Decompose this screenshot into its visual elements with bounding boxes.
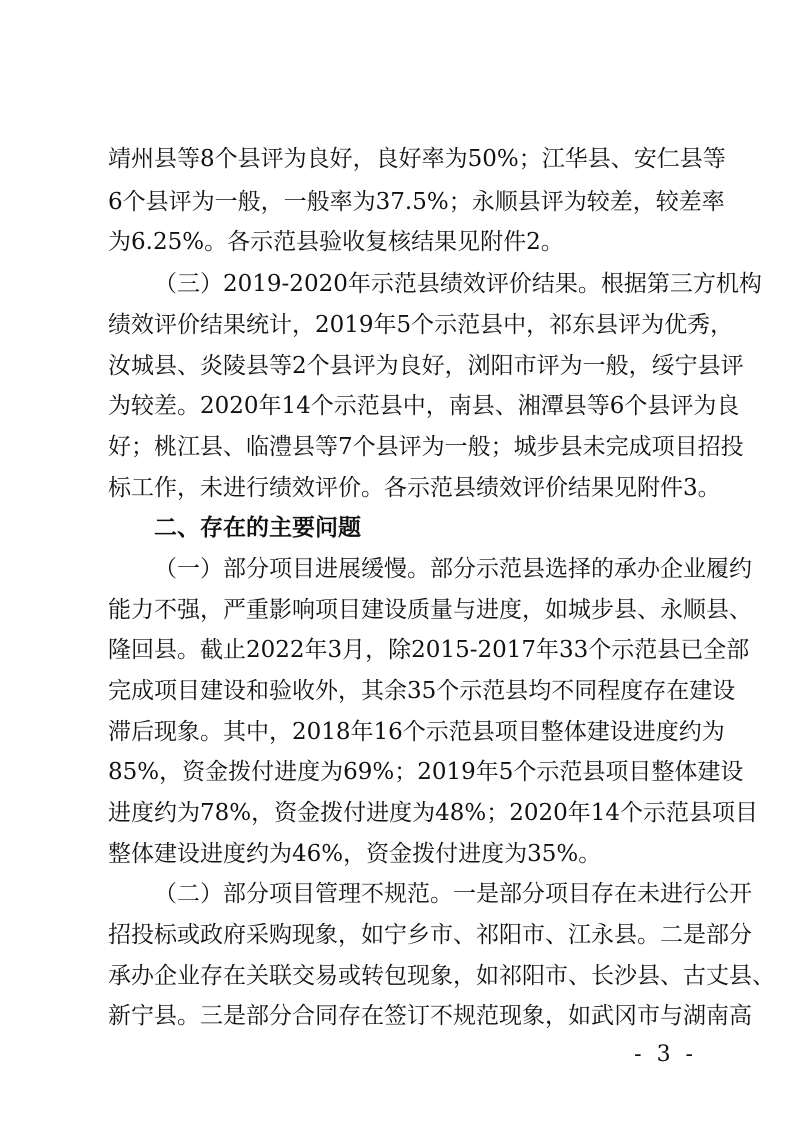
text-line: 为6.25%。各示范县验收复核结果见附件2。 xyxy=(108,229,564,255)
text-line: 滞后现象。其中，2018年16个示范县项目整体建设进度约为 xyxy=(108,719,725,745)
text-line: 汝城县、炎陵县等2个县评为良好，浏阳市评为一般，绥宁县评 xyxy=(108,353,744,379)
text-line: 整体建设进度约为46%，资金拨付进度为35%。 xyxy=(108,841,602,867)
page-number: - 3 - xyxy=(634,1042,697,1067)
text-line: 进度约为78%，资金拨付进度为48%；2020年14个示范县项目 xyxy=(108,800,759,826)
text-line: （三）2019-2020年示范县绩效评价结果。根据第三方机构 xyxy=(154,271,762,297)
text-line: 85%，资金拨付进度为69%；2019年5个示范县项目整体建设 xyxy=(108,759,744,785)
text-line: 绩效评价结果统计，2019年5个示范县中，祁东县评为优秀， xyxy=(108,312,734,338)
text-line: 完成项目建设和验收外，其余35个示范县均不同程度存在建设 xyxy=(108,678,736,704)
text-line: 标工作，未进行绩效评价。各示范县绩效评价结果见附件3。 xyxy=(108,475,721,501)
text-line: 为较差。2020年14个示范县中，南县、湘潭县等6个县评为良 xyxy=(108,393,740,419)
text-line: 好；桃江县、临澧县等7个县评为一般；城步县未完成项目招投 xyxy=(108,434,744,460)
text-line: （一）部分项目进展缓慢。部分示范县选择的承办企业履约 xyxy=(154,556,752,582)
text-line: 新宁县。三是部分合同存在签订不规范现象，如武冈市与湖南高 xyxy=(108,1003,752,1029)
text-line: 隆回县。截止2022年3月，除2015-2017年33个示范县已全部 xyxy=(108,637,750,663)
text-line: 6个县评为一般，一般率为37.5%；永顺县评为较差，较差率 xyxy=(108,189,725,215)
text-line: 靖州县等8个县评为良好，良好率为50%；江华县、安仁县等 xyxy=(108,146,726,172)
text-line: （二）部分项目管理不规范。一是部分项目存在未进行公开 xyxy=(154,881,752,907)
text-line: 招投标或政府采购现象，如宁乡市、祁阳市、江永县。二是部分 xyxy=(108,922,752,948)
text-line: 能力不强，严重影响项目建设质量与进度，如城步县、永顺县、 xyxy=(108,597,752,623)
text-line: 承办企业存在关联交易或转包现象，如祁阳市、长沙县、古丈县、 xyxy=(108,963,775,989)
section-heading: 二、存在的主要问题 xyxy=(154,515,361,541)
